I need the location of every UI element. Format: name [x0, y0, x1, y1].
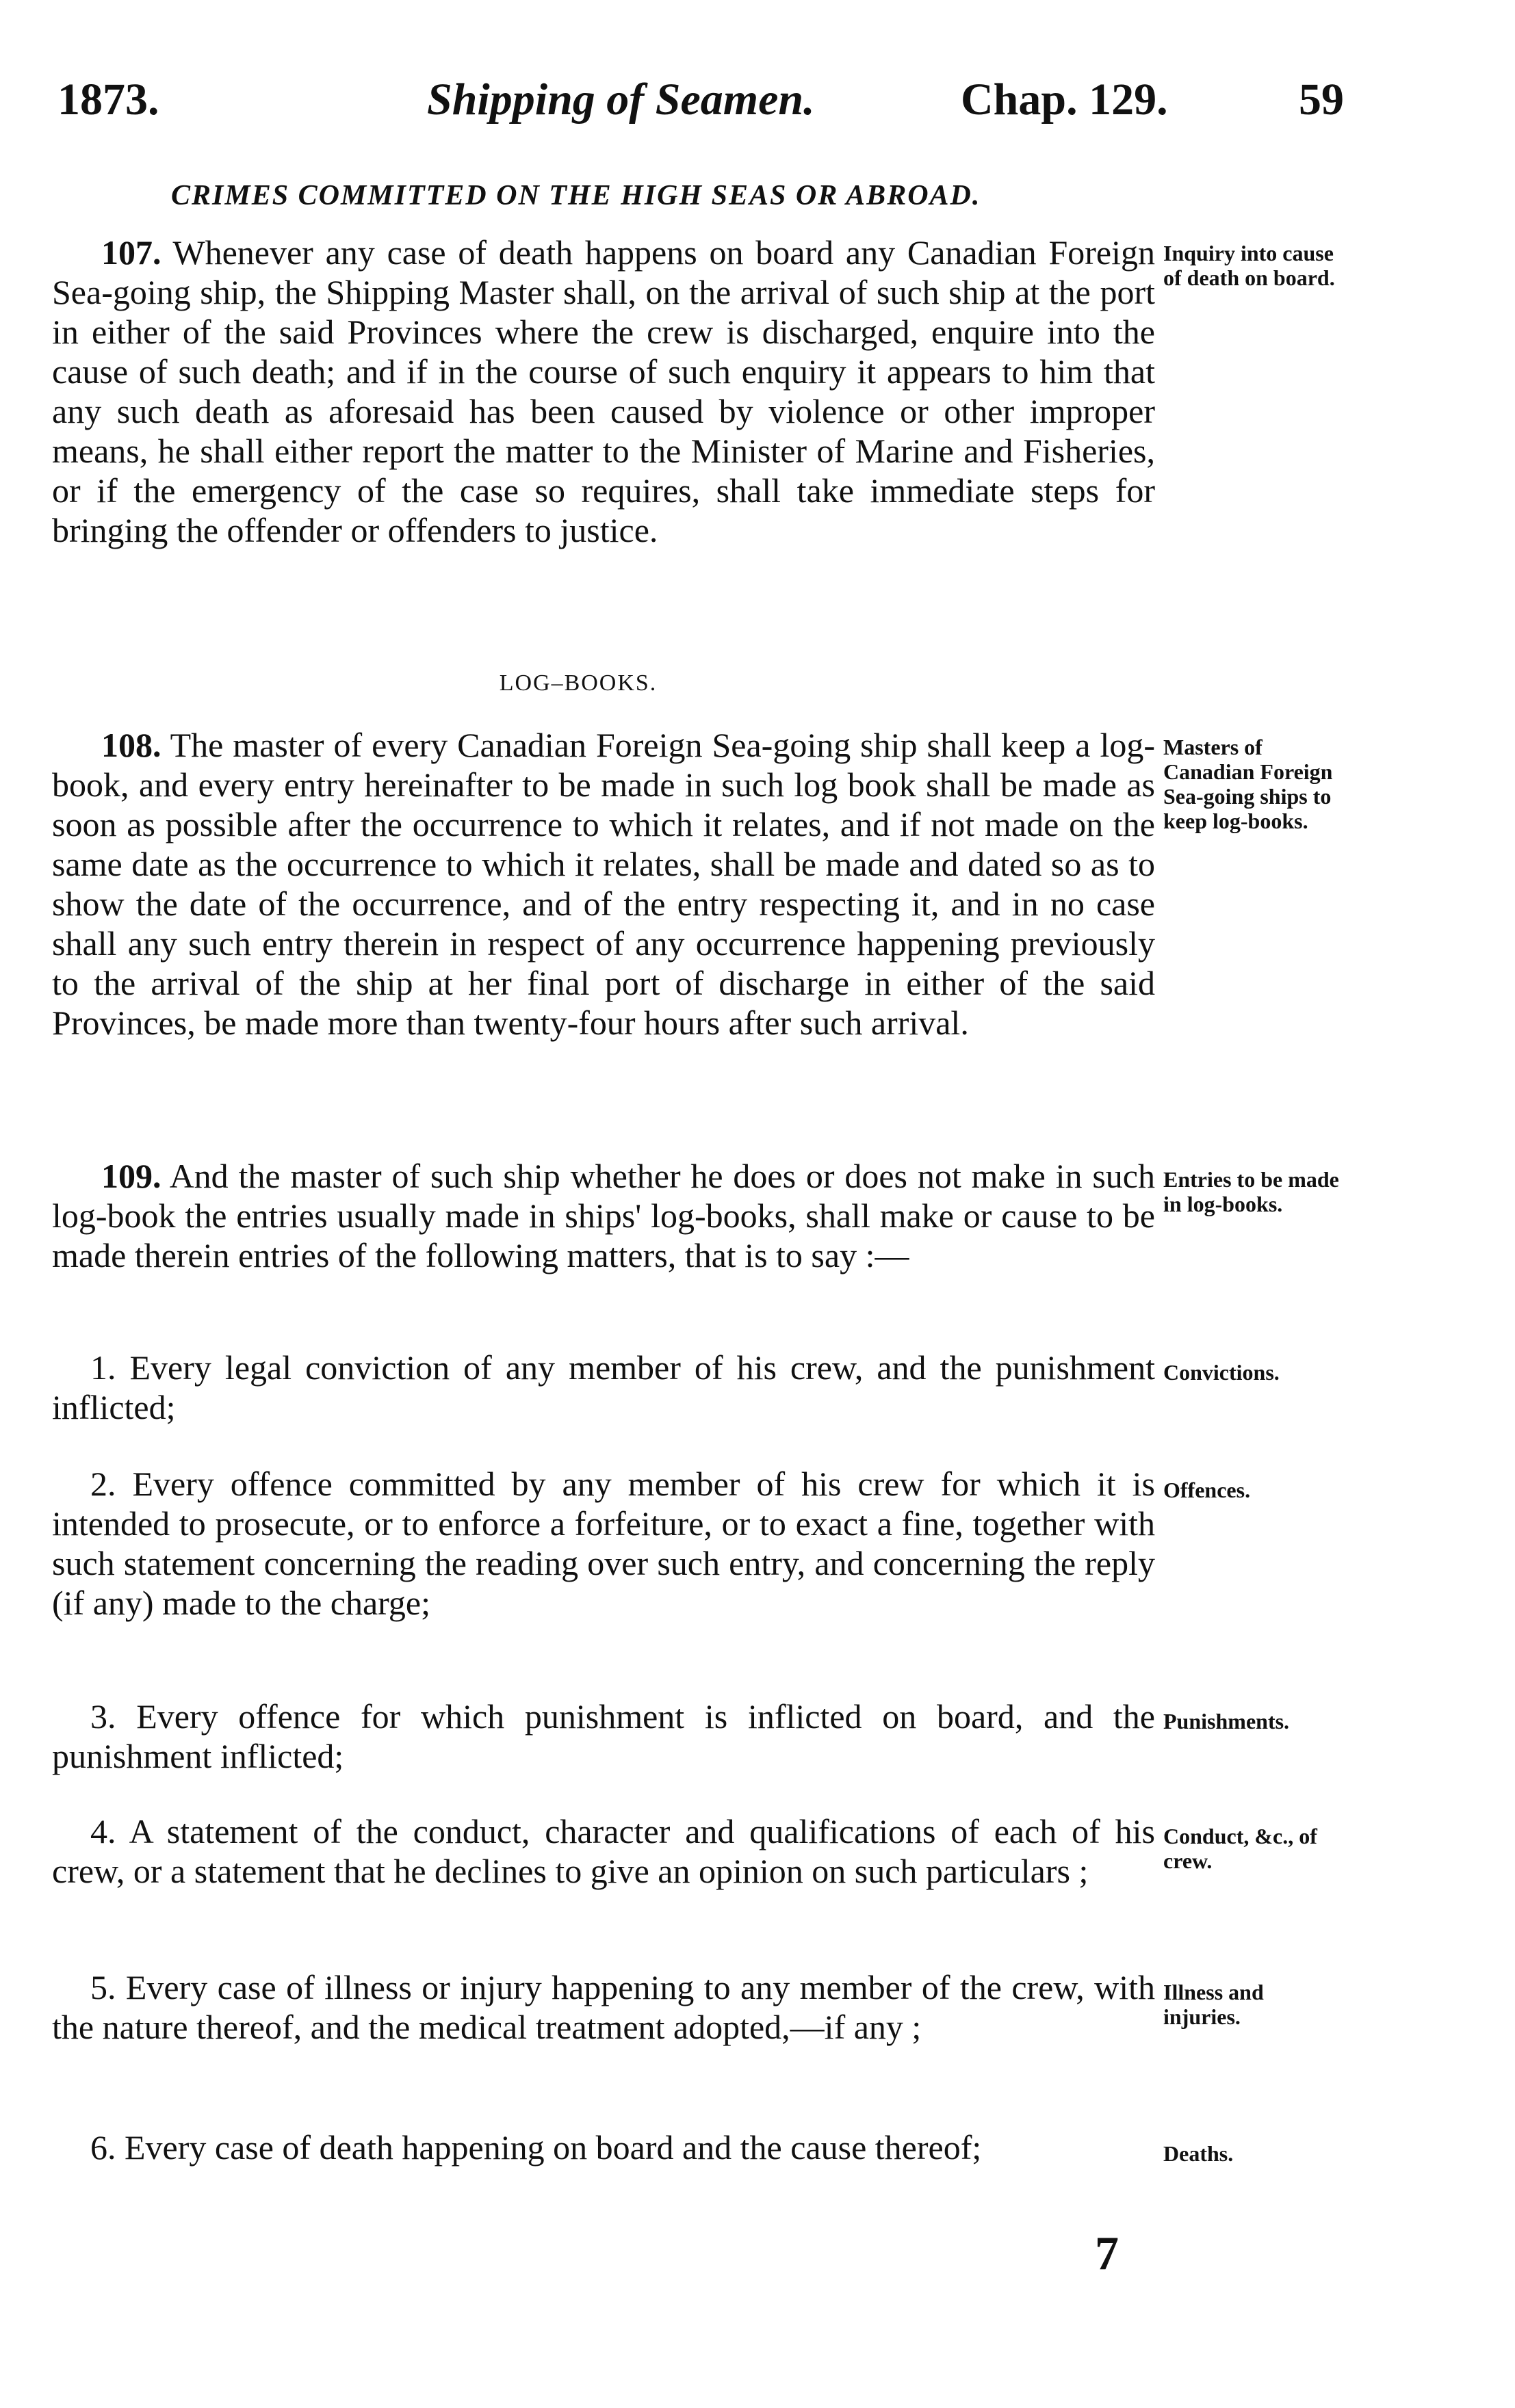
item-text: 5. Every case of illness or injury happening to any member of the crew, with the nature thereof, and the medical treatment adopted,—if any ; — [52, 1968, 1155, 2046]
margin-note-item-4: Conduct, &c., of crew. — [1163, 1824, 1317, 1873]
item-text: 6. Every case of death happening on board and the cause thereof; — [90, 2128, 982, 2167]
item-text: 3. Every offence for which punishment is inflicted on board, and the punishment inflicted; — [52, 1697, 1155, 1775]
margin-note-item-2: Offences. — [1163, 1478, 1251, 1502]
section-text: Whenever any case of death happens on board any Canadian Foreign Sea-going ship, the Shipping Master shall, on the arrival of such ship at the port in either of the said Provinces where the crew is discharged, enquire into the cause of such death; and if in the course of such enquiry it appears to him that any such death as aforesaid has been caused by violence or other improper means, he shall either report the matter to the Minister of Marine and Fisheries, or if the emergency of the case so requires, shall take immediate steps for bringing the offender or offenders to justice. — [52, 233, 1156, 549]
item-text: 2. Every offence committed by any member of his crew for which it is intended to prosecute, or to enforce a forfeiture, or to exact a fine, together with such statement concerning the reading over such entry, and concerning the reply (if any) made to the charge; — [52, 1465, 1155, 1622]
section-107 — [52, 233, 1155, 550]
margin-note-107: Inquiry into cause of death on board. — [1163, 241, 1335, 290]
header-chapter: Chap. 129. — [961, 75, 1168, 125]
margin-note-108: Masters of Canadian Foreign Sea-going ships to keep log-books. — [1163, 735, 1333, 833]
item-text: 1. Every legal conviction of any member of his crew, and the punishment inflicted; — [52, 1348, 1155, 1426]
section-number: 108. — [101, 726, 161, 764]
header-year: 1873. — [57, 75, 159, 125]
margin-note-item-1: Convictions. — [1163, 1360, 1280, 1385]
margin-note-item-6: Deaths. — [1163, 2141, 1234, 2166]
section-heading: CRIMES COMMITTED ON THE HIGH SEAS OR ABROAD. — [171, 180, 981, 211]
item-6 — [52, 2128, 1155, 2167]
section-number: 107. — [101, 233, 161, 272]
running-header — [57, 74, 1344, 149]
margin-note-109: Entries to be made in log-books. — [1163, 1167, 1339, 1216]
item-2 — [52, 1464, 1155, 1623]
page-number: 59 — [1299, 75, 1344, 125]
margin-note-item-5: Illness and injuries. — [1163, 1980, 1264, 2029]
item-text: 4. A statement of the conduct, character and qualifications of each of his crew, or a statement that he declines to give an opinion on such particulars ; — [52, 1812, 1155, 1890]
item-4 — [52, 1811, 1155, 1891]
section-text: The master of every Canadian Foreign Sea-going ship shall keep a log-book, and every entry hereinafter to be made in such log book shall be made as soon as possible after the occurrence to which it relates, and if not made on the same date as the occurrence to which it relates, shall be made and dated so as to show the date of the occurrence, and of the entry respecting it, and in no case shall any such entry therein in respect of any occurrence happening previously to the arrival of the ship at her final port of discharge in either of the said Provinces, be made more than twenty-four hours after such arrival. — [52, 726, 1155, 1042]
section-number: 109. — [101, 1157, 161, 1195]
header-title: Shipping of Seamen. — [427, 75, 815, 125]
section-109 — [52, 1156, 1155, 1275]
logbooks-heading: LOG–BOOKS. — [499, 670, 658, 696]
item-3 — [52, 1697, 1155, 1776]
signature-mark: 7 — [1095, 2227, 1119, 2280]
item-1 — [52, 1348, 1155, 1427]
section-108 — [52, 725, 1155, 1043]
item-5 — [52, 1967, 1155, 2047]
section-text: And the master of such ship whether he does or does not make in such log-book the entries usually made in ships' log-books, shall make or cause to be made therein entries of the following matters, that is to say :— — [52, 1157, 1155, 1274]
margin-note-item-3: Punishments. — [1163, 1709, 1290, 1733]
